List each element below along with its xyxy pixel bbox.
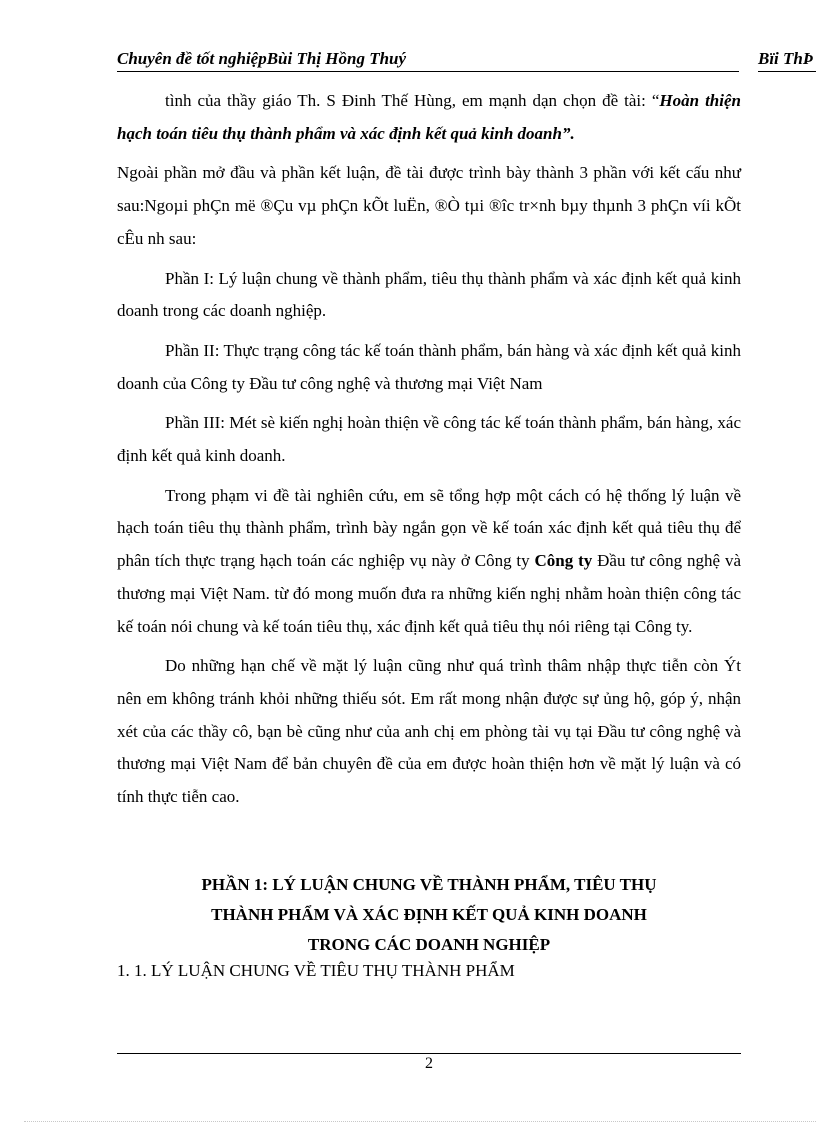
part-heading: [117, 870, 741, 960]
thesis-title: Hoàn thiện hạch toán tiêu thụ thành phẩm và xác định kết quả kinh doanh”.: [117, 91, 741, 143]
paragraph-intro-text: tình của thầy giáo Th. S Đinh Thế Hùng, em mạnh dạn chọn đề tài: “: [165, 91, 660, 110]
company-bold: Công ty: [534, 551, 593, 571]
paragraph-part-1: Phần I: Lý luận chung về thành phẩm, tiêu thụ thành phẩm và xác định kết quả kinh doanh trong các doanh nghiệp.: [117, 268, 741, 321]
paragraph-intro: [117, 85, 741, 150]
part-heading-line-2: THÀNH PHẨM VÀ XÁC ĐỊNH KẾT QUẢ KINH DOANH: [211, 905, 647, 924]
running-header-title: Chuyên đề tốt nghiệpBùi Thị Hồng Thuý: [117, 49, 407, 68]
part-heading-line-3: TRONG CÁC DOANH NGHIỆP: [307, 935, 551, 954]
paragraph-part-3: Phần III: Mét sè kiến nghị hoàn thiện về công tác kế toán thành phẩm, bán hàng, xác định kết quả kinh doanh.: [117, 413, 741, 466]
page-edge: [24, 1121, 816, 1122]
part-heading-line-1: PHẦN 1: LÝ LUẬN CHUNG VỀ THÀNH PHẨM, TIÊU THỤ: [201, 875, 657, 894]
paragraph-structure: Ngoài phần mở đầu và phần kết luận, đề tài được trình bày thành 3 phần với kết cấu như sau:Ngoµi phÇn më ®Çu vµ phÇn kÕt luËn, ®Ò tµi ®îc tr×nh bµy thµnh 3 phÇn víi kÕt cÊu nh sau:: [117, 163, 741, 248]
paragraph-scope: [117, 480, 741, 644]
running-header-author-cutoff: Bïi ThÞ: [758, 49, 814, 68]
footer-rule: [117, 1053, 741, 1054]
header-rule-right: [758, 71, 816, 72]
paragraph-scope-text-cont: Đầu tư công nghệ và thương mại Việt Nam. từ đó mong muốn đưa ra những kiến nghị nhằm hoàn thiện công tác kế toán nói chung và kế toán tiêu thụ, xác định kết quả tiêu thụ nói riêng tại Công ty.: [117, 551, 741, 636]
section-heading: 1. 1. LÝ LUẬN CHUNG VỀ TIÊU THỤ THÀNH PHẨM: [117, 961, 515, 980]
body-text: [117, 85, 741, 814]
paragraph-scope-text: Trong phạm vi đề tài nghiên cứu, em sẽ tổng hợp một cách có hệ thống lý luận về hạch toán tiêu thụ thành phẩm, trình bày ngắn gọn về kế toán xác định kết quả tiêu thụ để phân tích thực trạng hạch toán các nghiệp vụ này ở Công ty: [117, 485, 741, 571]
paragraph-limitations: Do những hạn chế về mặt lý luận cũng như quá trình thâm nhập thực tiễn còn Ýt nên em không tránh khỏi những thiếu sót. Em rất mong nhận được sự ủng hộ, góp ý, nhận xét của các thầy cô, bạn bè cũng như của anh chị em phòng tài vụ tại Đầu tư công nghệ và thương mại Việt Nam để bản chuyên đề của em được hoàn thiện hơn về mặt lý luận và có tính thực tiễn cao.: [117, 656, 741, 807]
page-number: 2: [425, 1055, 433, 1072]
header-rule: [117, 71, 739, 72]
paragraph-part-2: Phần II: Thực trạng công tác kế toán thành phẩm, bán hàng và xác định kết quả kinh doanh của Công ty Đầu tư công nghệ và thương mại Việt Nam: [117, 340, 741, 393]
